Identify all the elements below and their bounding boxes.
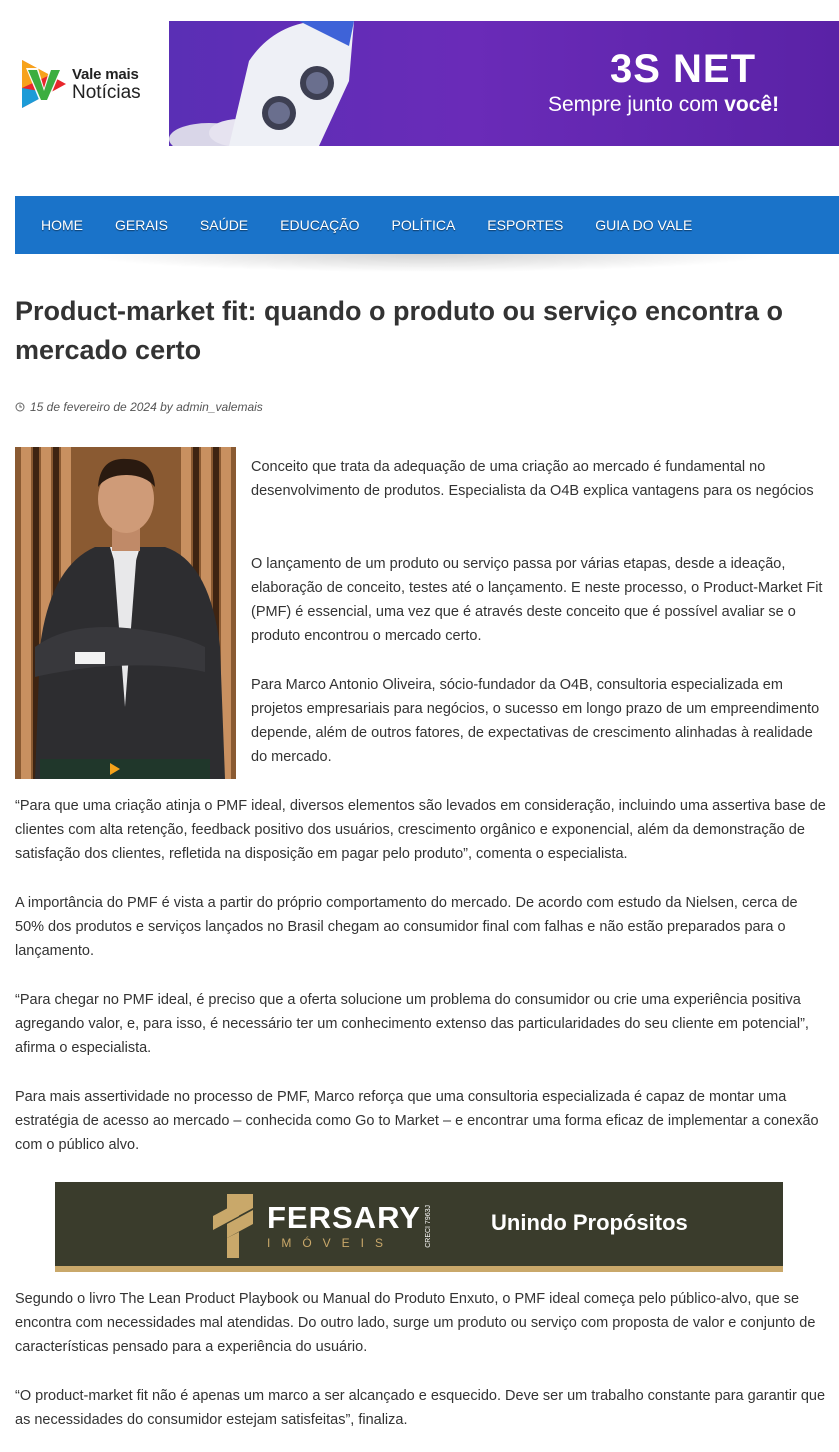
rocket-illustration [169,21,369,146]
logo-subtitle: Notícias [72,81,141,103]
article-paragraph-4: “Para que uma criação atinja o PMF ideal, diversos elementos são levados em consideração, incluindo uma assertiva base de clientes com alta retenção, feedback positivo dos usuários, crescimento orgânico e exponencial, além da demonstração de satisfação dos clientes, refletida na disposição em pagar pelo produto”, comenta o especialista. [15,798,826,862]
article-paragraph-3: Para Marco Antonio Oliveira, sócio-fundador da O4B, consultoria especializada em projetos empresariais para negócios, o sucesso em longo prazo de um empreendimento depende, além de outros fatores, de expectativas de crescimento alinhadas à realidade do mercado. [251,677,820,765]
article-paragraph-2: O lançamento de um produto ou serviço passa por várias etapas, desde a ideação, elaboração de conceito, testes até o lançamento. E neste processo, o Product-Market Fit (PMF) é essencial, uma vez que é através deste conceito que é possível avaliar se o produto encontrou o mercado certo. [251,556,823,644]
article-paragraph-5: A importância do PMF é vista a partir do próprio comportamento do mercado. De acordo com estudo da Nielsen, cerca de 50% dos produtos e serviços lançados no Brasil chegam ao consumidor final com falhas e não estão preparados para o lançamento. [15,895,798,959]
logo-title: Vale mais [72,65,139,83]
fersary-mark-icon [213,1194,255,1258]
article-paragraph-9: “O product-market fit não é apenas um marco a ser alcançado e esquecido. Deve ser um trabalho constante para garantir que as necessidades do consumidor estejam satisfeitas”, finaliza. [15,1388,826,1428]
article-photo [15,447,236,779]
main-nav [15,196,839,254]
site-logo[interactable] [20,56,145,112]
article-date-author: 15 de fevereiro de 2024 by admin_valemais [30,400,263,414]
banner-tagline: Sempre junto com você! [548,93,780,116]
fersary-ad[interactable] [55,1182,783,1272]
fersary-sub: IMÓVEIS [267,1236,395,1250]
nav-shadow [15,254,839,280]
nav-item-educacao[interactable]: EDUCAÇÃO [280,217,360,233]
nav-item-politica[interactable]: POLÍTICA [391,217,456,233]
nav-item-esportes[interactable]: ESPORTES [487,217,564,233]
fersary-creci: CRECI 7963J [424,1204,432,1248]
nav-item-guia-do-vale[interactable]: GUIA DO VALE [595,217,693,233]
banner-brand: 3S NET [610,47,757,91]
nav-item-saude[interactable]: SAÚDE [199,217,249,233]
article-paragraph-8: Segundo o livro The Lean Product Playbook ou Manual do Produto Enxuto, o PMF ideal começa pelo público-alvo, que se encontra com necessidades mal atendidas. Do outro lado, surge um produto ou serviço com proposta de valor e conjunto de características pensado para a experiência do usuário. [15,1291,816,1355]
fersary-name: FERSARY [267,1200,421,1235]
nav-item-gerais[interactable]: GERAIS [115,217,168,233]
article-paragraph-7: Para mais assertividade no processo de PMF, Marco reforça que uma consultoria especializada é capaz de montar uma estratégia de acesso ao mercado – conhecida como Go to Market – e encontrar uma forma eficaz de implementar a conexão com o público alvo. [15,1089,819,1153]
article-meta [15,400,263,414]
top-banner-ad[interactable] [169,21,839,146]
article-paragraph-6: “Para chegar no PMF ideal, é preciso que a oferta solucione um problema do consumidor ou crie uma experiência positiva agregando valor, e, para isso, é necessário ter um conhecimento extenso das particularidades do seu cliente em potencial”, afirma o especialista. [15,992,809,1056]
article-title: Product-market fit: quando o produto ou serviço encontra o mercado certo [15,296,784,365]
fersary-slogan: Unindo Propósitos [491,1210,688,1235]
fersary-logo [213,1194,432,1258]
article-paragraph-1: Conceito que trata da adequação de uma criação ao mercado é fundamental no desenvolvimento de produtos. Especialista da O4B explica vantagens para os negócios [251,459,814,499]
logo-play-icon [20,58,68,110]
nav-item-home[interactable]: HOME [41,217,83,233]
clock-icon [15,402,25,412]
